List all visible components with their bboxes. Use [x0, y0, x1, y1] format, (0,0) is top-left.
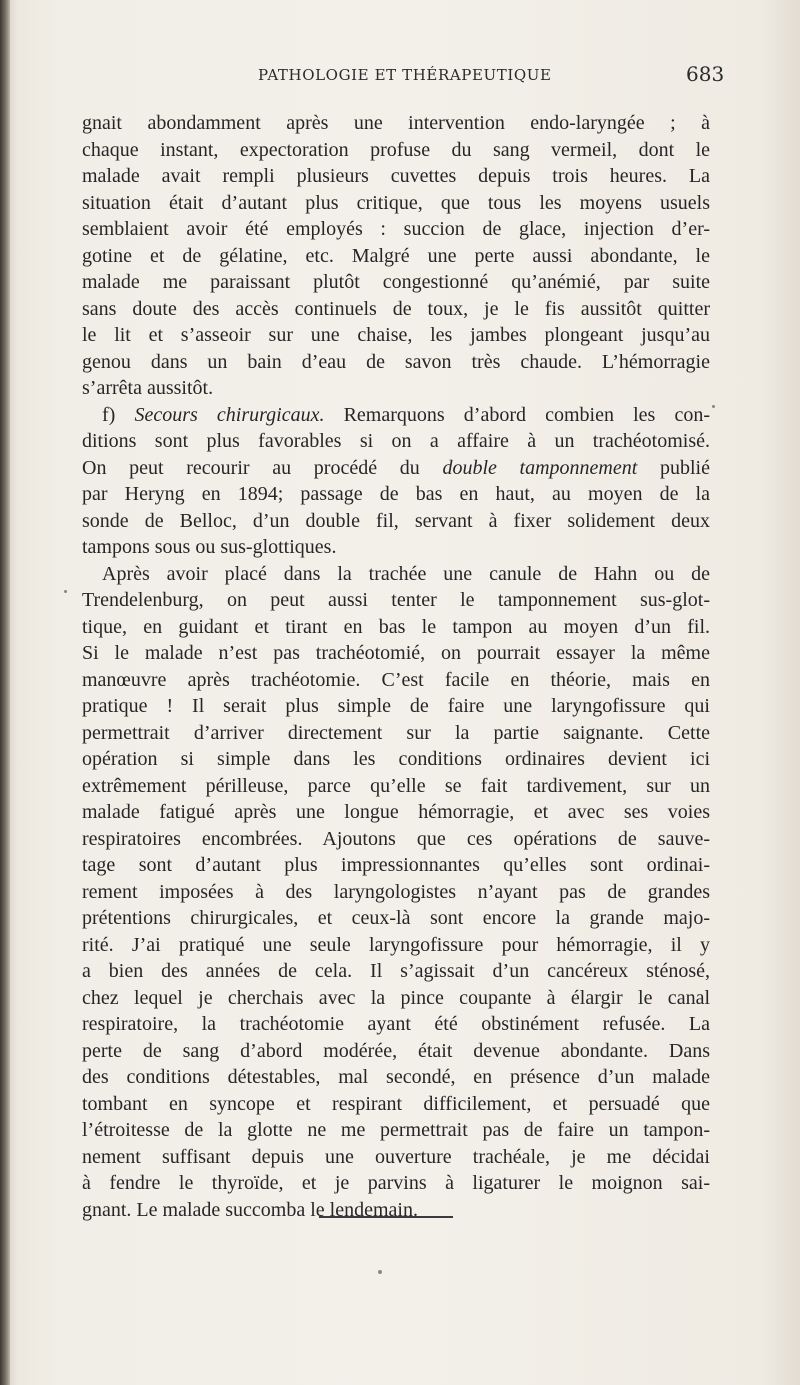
- end-rule: [319, 1216, 453, 1218]
- line-text: On peut recourir au procédé du: [82, 456, 443, 479]
- text-line: s’arrêta aussitôt.: [82, 377, 214, 399]
- text-line: le lit et s’asseoir sur une chaise, les jambes plongeant jusqu’au: [82, 324, 710, 346]
- text-line: sonde de Belloc, d’un double fil, servant à fixer solidement deux: [82, 509, 710, 532]
- emphasized-term: double tamponnement: [442, 456, 638, 479]
- text-line: tique, en guidant et tirant en bas le tampon au moyen d’un fil.: [82, 615, 710, 638]
- body-text: [82, 110, 710, 1223]
- text-line: l’étroitesse de la glotte ne me permettrait pas de faire un tampon-: [82, 1119, 710, 1141]
- section-heading-line: [82, 402, 710, 429]
- text-line: pratique ! Il serait plus simple de faire une laryngofissure qui: [82, 695, 710, 717]
- text-line: Trendelenburg, on peut aussi tenter le tamponnement sus-glot-: [82, 589, 710, 611]
- text-line: malade avait rempli plusieurs cuvettes depuis trois heures. La: [82, 165, 710, 187]
- text-line: à fendre le thyroïde, et je parvins à ligaturer le moignon sai-: [82, 1172, 710, 1194]
- text-line: gnant. Le malade succomba le lendemain.: [82, 1198, 418, 1221]
- text-line: des conditions détestables, mal secondé, en présence d’un malade: [82, 1066, 710, 1088]
- text-line: semblaient avoir été employés : succion de glace, injection d’er-: [82, 218, 710, 240]
- binding-gutter: [0, 0, 10, 1385]
- text-line: par Heryng en 1894; passage de bas en haut, au moyen de la: [82, 483, 710, 505]
- text-line: respiratoires encombrées. Ajoutons que ces opérations de sauve-: [82, 827, 710, 850]
- text-line: Après avoir placé dans la trachée une canule de Hahn ou de: [102, 562, 710, 585]
- text-line: tage sont d’autant plus impressionnantes qu’elles sont ordinai-: [82, 854, 710, 876]
- page-number: 683: [686, 62, 725, 86]
- text-line: rement imposées à des laryngologistes n’ayant pas de grandes: [82, 880, 710, 903]
- section-title: Secours chirurgicaux.: [134, 403, 325, 426]
- text-line: gotine et de gélatine, etc. Malgré une perte aussi abondante, le: [82, 244, 710, 267]
- text-line: permettrait d’arriver directement sur la partie saignante. Cette: [82, 721, 710, 744]
- text-line: tombant en syncope et respirant difficilement, et persuadé que: [82, 1092, 710, 1115]
- text-line: nement suffisant depuis une ouverture trachéale, je me décidai: [82, 1145, 710, 1168]
- text-line: respiratoire, la trachéotomie ayant été obstinément refusée. La: [82, 1013, 710, 1035]
- text-line: [82, 455, 710, 482]
- text-line: a bien des années de cela. Il s’agissait d’un cancéreux sténosé,: [82, 960, 710, 982]
- line-text: Remarquons d’abord combien les con-: [324, 403, 710, 426]
- text-line: rité. J’ai pratiqué une seule laryngofissure pour hémorragie, il y: [82, 933, 710, 956]
- text-line: tampons sous ou sus-glottiques.: [82, 536, 337, 558]
- text-line: chaque instant, expectoration profuse du sang vermeil, dont le: [82, 138, 710, 161]
- paper-speck: [378, 1270, 382, 1274]
- text-line: extrêmement périlleuse, parce qu’elle se fait tardivement, sur un: [82, 774, 710, 797]
- paper-speck: [712, 405, 715, 408]
- text-line: Si le malade n’est pas trachéotomié, on pourrait essayer la même: [82, 642, 710, 664]
- text-line: chez lequel je cherchais avec la pince coupante à élargir le canal: [82, 986, 710, 1009]
- text-line: malade me paraissant plutôt congestionné qu’anémié, par suite: [82, 271, 710, 293]
- text-line: gnait abondamment après une intervention endo-laryngée ; à: [82, 112, 710, 134]
- text-line: sans doute des accès continuels de toux, je le fis aussitôt quitter: [82, 297, 710, 320]
- paper-speck: [64, 590, 67, 593]
- text-line: malade fatigué après une longue hémorragie, et avec ses voies: [82, 801, 710, 823]
- line-text: publié: [637, 456, 710, 479]
- text-line: ditions sont plus favorables si on a affaire à un trachéotomisé.: [82, 430, 710, 452]
- text-line: prétentions chirurgicales, et ceux-là sont encore la grande majo-: [82, 907, 710, 929]
- text-line: situation était d’autant plus critique, que tous les moyens usuels: [82, 191, 710, 214]
- page-header: [0, 62, 800, 90]
- text-line: opération si simple dans les conditions ordinaires devient ici: [82, 748, 710, 770]
- text-line: perte de sang d’abord modérée, était devenue abondante. Dans: [82, 1039, 710, 1062]
- running-title: PATHOLOGIE ET THÉRAPEUTIQUE: [258, 66, 552, 84]
- text-line: manœuvre après trachéotomie. C’est facile en théorie, mais en: [82, 668, 710, 691]
- text-line: genou dans un bain d’eau de savon très chaude. L’hémorragie: [82, 350, 710, 373]
- section-letter: f): [102, 403, 135, 426]
